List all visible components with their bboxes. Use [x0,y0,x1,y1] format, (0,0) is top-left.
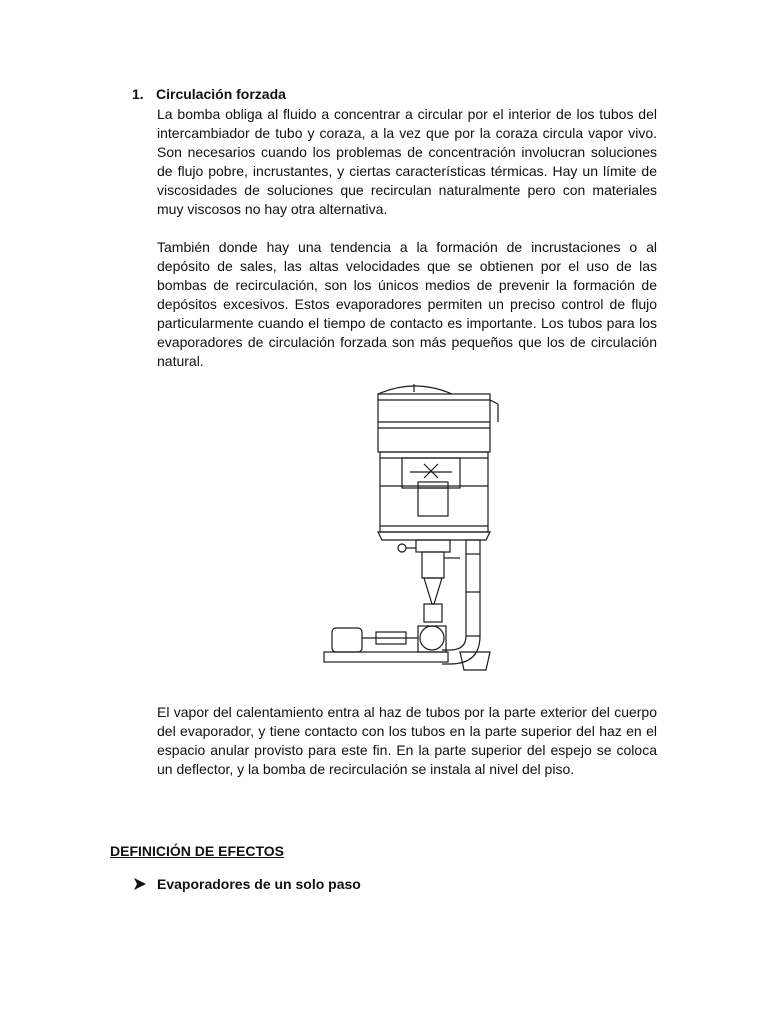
evaporator-illustration [320,382,500,672]
outlet-flange [416,540,450,552]
deflector-window [402,458,460,488]
base-plate [324,652,448,662]
paragraph-1: La bomba obliga al fluido a concentrar a circular por el interior de los tubos del intercambiador de tubo y coraza, a la vez que por la coraza circula vapor vivo. Son necesarios cuando los problemas de concentración involucran soluciones de flujo pobre, incrustantes, y ciertas características térmicas. Hay un límite de viscosidades de soluciones que recirculan naturalmente pero con materiales muy viscosos no hay otra alternativa. [157,106,657,217]
paragraph-2: También donde hay una tendencia a la formación de incrustaciones o al depósito de sales, las altas velocidades que se obtienen por el uso de las bombas de recirculación, son los únicos medios de prevenir la formación de depósitos excesivos. Estos evaporadores permiten un preciso control de flujo particularmente cuando el tiempo de contacto es importante. Los tubos para los evaporadores de circulación forzada son más pequeños que los de circulación natural. [157,239,657,369]
pump-motor [332,628,362,652]
section-title: DEFINICIÓN DE EFECTOS [110,843,284,859]
paragraph-3: El vapor del calentamiento entra al haz de tubos por la parte exterior del cuerpo del evaporador, y tiene contacto con los tubos en la parte superior del haz en el espacio anular provisto para este fin. En la parte superior del espejo se coloca un deflector, y la bomba de recirculación se instala al nivel del piso. [157,704,657,777]
bullet-label: Evaporadores de un solo paso [157,876,361,892]
evaporator-body-lower [380,452,488,532]
evaporator-dome [378,386,452,394]
item-title: Circulación forzada [156,86,286,102]
bullet-item [133,876,361,892]
arrow-bullet-icon [133,878,147,890]
recirculation-pump [420,626,444,650]
evaporator-body-upper [378,394,490,452]
item-number: 1. [132,86,144,102]
item-heading [132,86,286,102]
